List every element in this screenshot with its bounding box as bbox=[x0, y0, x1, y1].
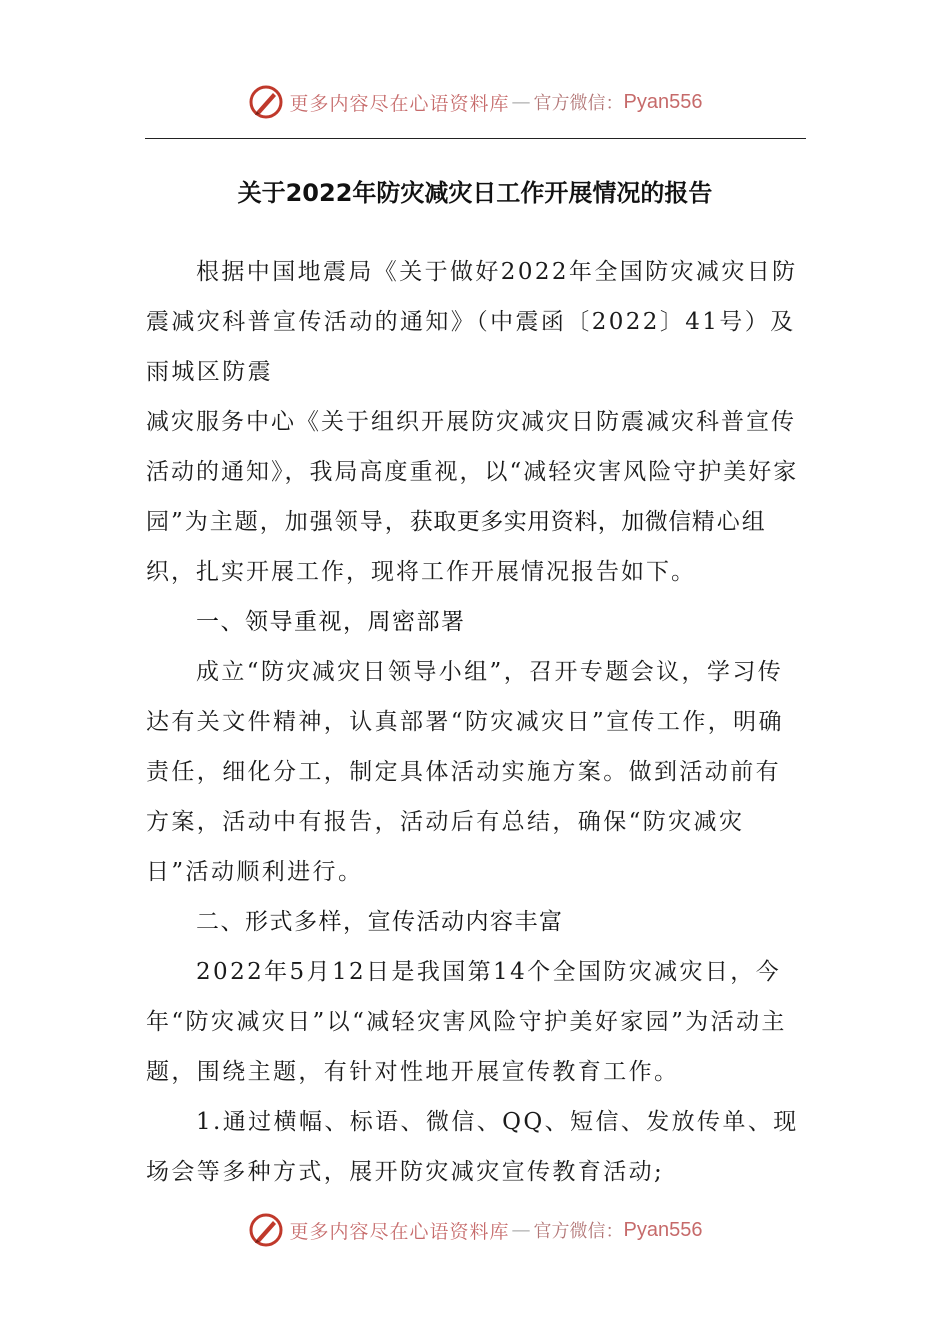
promo-inline-text: 获取更多实用资料，加微信 bbox=[409, 509, 692, 535]
document-body bbox=[146, 247, 806, 1197]
pen-logo-icon bbox=[248, 1212, 284, 1248]
intro-paragraph-1: 根据中国地震局《关于做好2022年全国防灾减灾日防震减灾科普宣传活动的通知》（中震函〔2022〕41号）及雨城区防震 bbox=[146, 259, 798, 385]
intro-text-b: 精心组织，扎实开展工作，现将工作开展情况报告如下。 bbox=[146, 509, 767, 585]
watermark-wechat-label: 官方微信： bbox=[533, 1221, 624, 1242]
section2-paragraph: 2022年5月12日是我国第14个全国防灾减灾日，今年“防灾减灾日”以“减轻灾害风险守护美好家园”为活动主题，围绕主题，有针对性地开展宣传教育工作。 bbox=[146, 959, 787, 1085]
watermark-banner-top bbox=[0, 80, 950, 124]
list-item-1: 1.通过横幅、标语、微信、QQ、短信、发放传单、现场会等多种方式，展开防灾减灾宣传教育活动; bbox=[146, 1109, 799, 1185]
watermark-site-text: 更多内容尽在心语资料库 bbox=[289, 1220, 510, 1243]
watermark-dash: — bbox=[511, 1219, 532, 1241]
document-title: 关于2022年防灾减灾日工作开展情况的报告 bbox=[237, 179, 713, 207]
header-divider bbox=[145, 138, 806, 139]
watermark-site-text: 更多内容尽在心语资料库 bbox=[289, 92, 510, 115]
watermark-dash: — bbox=[511, 91, 532, 113]
intro-paragraph-2 bbox=[146, 397, 806, 597]
intro-text-a: 减灾服务中心《关于组织开展防灾减灾日防震减灾科普宣传活动的通知》，我局高度重视，以“减轻灾害风险守护美好家园”为主题，加强领导， bbox=[146, 409, 799, 535]
section2-heading: 二、形式多样，宣传活动内容丰富 bbox=[196, 909, 564, 935]
watermark-wechat-id: Pyan556 bbox=[623, 90, 703, 113]
section1-paragraph: 成立“防灾减灾日领导小组”，召开专题会议，学习传达有关文件精神，认真部署“防灾减灾日”宣传工作，明确责任，细化分工，制定具体活动实施方案。做到活动前有方案，活动中有报告，活动后有总结，确保“防灾减灾日”活动顺利进行。 bbox=[146, 659, 784, 885]
section1-heading: 一、领导重视，周密部署 bbox=[196, 609, 466, 635]
pen-logo-icon bbox=[248, 84, 284, 120]
watermark-wechat-label: 官方微信： bbox=[533, 93, 624, 114]
watermark-wechat-id: Pyan556 bbox=[623, 1218, 703, 1241]
watermark-banner-bottom bbox=[0, 1208, 950, 1252]
